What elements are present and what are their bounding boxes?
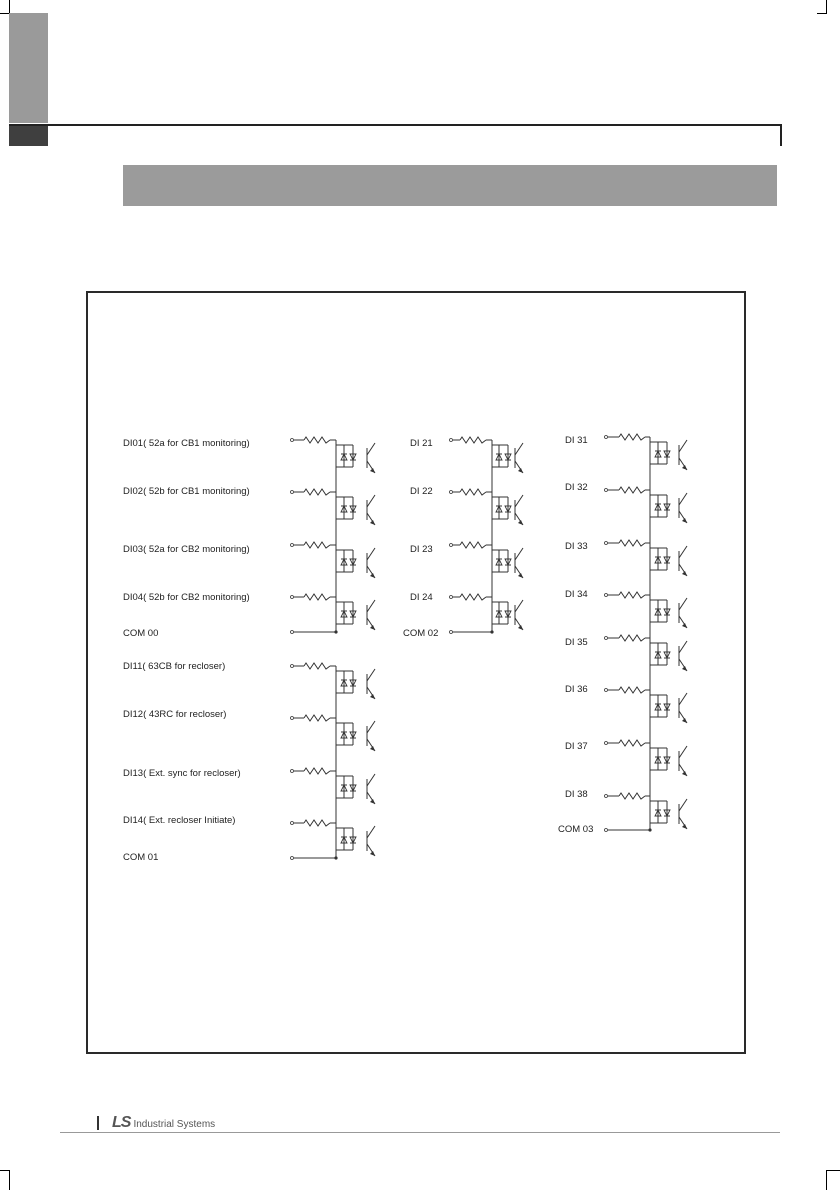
input-label: DI 34 xyxy=(565,589,588,600)
input-label: DI 35 xyxy=(565,637,588,648)
emitter-arrow-icon xyxy=(370,573,375,578)
terminal-icon xyxy=(605,542,608,545)
terminal-icon xyxy=(450,631,453,634)
input-channel xyxy=(123,437,375,473)
terminal-icon xyxy=(450,544,453,547)
input-channel xyxy=(123,768,375,804)
emitter-arrow-icon xyxy=(682,718,687,723)
phototransistor-collector xyxy=(367,826,375,838)
input-channel xyxy=(123,542,375,578)
input-label: DI 32 xyxy=(565,482,588,493)
phototransistor-collector xyxy=(679,693,687,705)
emitter-arrow-icon xyxy=(518,468,523,473)
input-label: DI04( 52b for CB2 monitoring) xyxy=(123,592,250,603)
input-channel xyxy=(565,789,687,829)
input-group-g2 xyxy=(123,661,375,863)
resistor-icon xyxy=(619,592,645,598)
resistor-icon xyxy=(619,740,645,746)
junction-dot-icon xyxy=(490,630,493,633)
phototransistor-collector xyxy=(367,548,375,560)
input-label: DI12( 43RC for recloser) xyxy=(123,709,227,720)
terminal-icon xyxy=(291,631,294,634)
phototransistor-collector xyxy=(367,600,375,612)
emitter-arrow-icon xyxy=(682,623,687,628)
common-label: COM 01 xyxy=(123,852,159,863)
emitter-arrow-icon xyxy=(370,746,375,751)
input-group-g4 xyxy=(558,434,687,835)
input-label: DI13( Ext. sync for recloser) xyxy=(123,768,241,779)
input-channel xyxy=(123,661,375,699)
input-channel xyxy=(565,635,687,671)
phototransistor-collector xyxy=(679,440,687,452)
input-label: DI 22 xyxy=(410,486,433,497)
terminal-icon xyxy=(291,491,294,494)
terminal-icon xyxy=(291,717,294,720)
terminal-icon xyxy=(291,596,294,599)
input-group-g3 xyxy=(403,437,523,639)
resistor-icon xyxy=(304,663,330,669)
input-label: DI 24 xyxy=(410,592,433,603)
resistor-icon xyxy=(304,542,330,548)
emitter-arrow-icon xyxy=(370,520,375,525)
input-channel xyxy=(123,592,375,630)
common-terminal xyxy=(558,824,652,835)
common-terminal xyxy=(123,628,338,639)
input-channel xyxy=(410,592,523,630)
terminal-icon xyxy=(450,491,453,494)
terminal-icon xyxy=(450,596,453,599)
input-label: DI11( 63CB for recloser) xyxy=(123,661,226,672)
input-channel xyxy=(410,437,523,473)
phototransistor-collector xyxy=(515,443,523,455)
terminal-icon xyxy=(291,857,294,860)
common-terminal xyxy=(123,852,338,863)
emitter-arrow-icon xyxy=(682,824,687,829)
junction-dot-icon xyxy=(648,828,651,831)
terminal-icon xyxy=(291,822,294,825)
resistor-icon xyxy=(619,434,645,440)
terminal-icon xyxy=(605,436,608,439)
input-channel xyxy=(123,815,375,856)
input-channel xyxy=(123,486,375,525)
emitter-arrow-icon xyxy=(682,666,687,671)
input-channel xyxy=(410,486,523,525)
terminal-icon xyxy=(605,829,608,832)
terminal-icon xyxy=(605,594,608,597)
terminal-icon xyxy=(291,770,294,773)
input-label: DI 38 xyxy=(565,789,588,800)
terminal-icon xyxy=(605,689,608,692)
input-channel xyxy=(565,684,687,723)
phototransistor-collector xyxy=(679,746,687,758)
terminal-icon xyxy=(291,544,294,547)
input-label: DI02( 52b for CB1 monitoring) xyxy=(123,486,250,497)
emitter-arrow-icon xyxy=(682,571,687,576)
input-channel xyxy=(410,542,523,578)
input-label: DI 23 xyxy=(410,544,433,555)
resistor-icon xyxy=(619,793,645,799)
logo-mark: LS xyxy=(112,1114,131,1131)
emitter-arrow-icon xyxy=(682,518,687,523)
input-label: DI 31 xyxy=(565,435,588,446)
common-terminal xyxy=(403,628,494,639)
phototransistor-collector xyxy=(679,598,687,610)
junction-dot-icon xyxy=(334,630,337,633)
company-logo xyxy=(112,1114,215,1132)
input-channel xyxy=(565,540,687,576)
common-label: COM 03 xyxy=(558,824,594,835)
resistor-icon xyxy=(460,437,486,443)
terminal-icon xyxy=(450,439,453,442)
input-channel xyxy=(123,709,375,751)
phototransistor-collector xyxy=(367,721,375,733)
common-label: COM 02 xyxy=(403,628,439,639)
phototransistor-collector xyxy=(515,548,523,560)
resistor-icon xyxy=(619,487,645,493)
logo-text: Industrial Systems xyxy=(133,1119,216,1130)
resistor-icon xyxy=(304,768,330,774)
input-channel xyxy=(565,740,687,776)
resistor-icon xyxy=(619,540,645,546)
emitter-arrow-icon xyxy=(682,465,687,470)
input-label: DI 36 xyxy=(565,684,588,695)
footer-rule xyxy=(60,1132,780,1133)
terminal-icon xyxy=(605,637,608,640)
emitter-arrow-icon xyxy=(370,694,375,699)
resistor-icon xyxy=(304,489,330,495)
footer-divider xyxy=(97,1116,99,1130)
terminal-icon xyxy=(291,665,294,668)
emitter-arrow-icon xyxy=(518,625,523,630)
input-label: DI 33 xyxy=(565,541,588,552)
resistor-icon xyxy=(460,542,486,548)
input-label: DI01( 52a for CB1 monitoring) xyxy=(123,438,250,449)
emitter-arrow-icon xyxy=(370,799,375,804)
emitter-arrow-icon xyxy=(370,625,375,630)
resistor-icon xyxy=(619,635,645,641)
resistor-icon xyxy=(304,594,330,600)
phototransistor-collector xyxy=(679,641,687,653)
phototransistor-collector xyxy=(515,495,523,507)
input-channel xyxy=(565,482,687,523)
resistor-icon xyxy=(304,820,330,826)
phototransistor-collector xyxy=(367,443,375,455)
emitter-arrow-icon xyxy=(518,520,523,525)
phototransistor-collector xyxy=(679,493,687,505)
phototransistor-collector xyxy=(679,799,687,811)
emitter-arrow-icon xyxy=(518,573,523,578)
phototransistor-collector xyxy=(367,669,375,681)
phototransistor-collector xyxy=(367,774,375,786)
input-group-g1 xyxy=(123,437,375,639)
input-channel xyxy=(565,589,687,628)
resistor-icon xyxy=(619,687,645,693)
input-label: DI03( 52a for CB2 monitoring) xyxy=(123,544,250,555)
input-label: DI 21 xyxy=(410,438,433,449)
terminal-icon xyxy=(605,795,608,798)
emitter-arrow-icon xyxy=(370,468,375,473)
input-label: DI 37 xyxy=(565,741,588,752)
input-channel xyxy=(565,434,687,470)
resistor-icon xyxy=(460,594,486,600)
phototransistor-collector xyxy=(515,600,523,612)
resistor-icon xyxy=(304,715,330,721)
resistor-icon xyxy=(304,437,330,443)
emitter-arrow-icon xyxy=(682,771,687,776)
terminal-icon xyxy=(605,742,608,745)
common-label: COM 00 xyxy=(123,628,159,639)
phototransistor-collector xyxy=(679,546,687,558)
phototransistor-collector xyxy=(367,495,375,507)
terminal-icon xyxy=(605,489,608,492)
resistor-icon xyxy=(460,489,486,495)
junction-dot-icon xyxy=(334,856,337,859)
terminal-icon xyxy=(291,439,294,442)
input-label: DI14( Ext. recloser Initiate) xyxy=(123,815,236,826)
emitter-arrow-icon xyxy=(370,851,375,856)
